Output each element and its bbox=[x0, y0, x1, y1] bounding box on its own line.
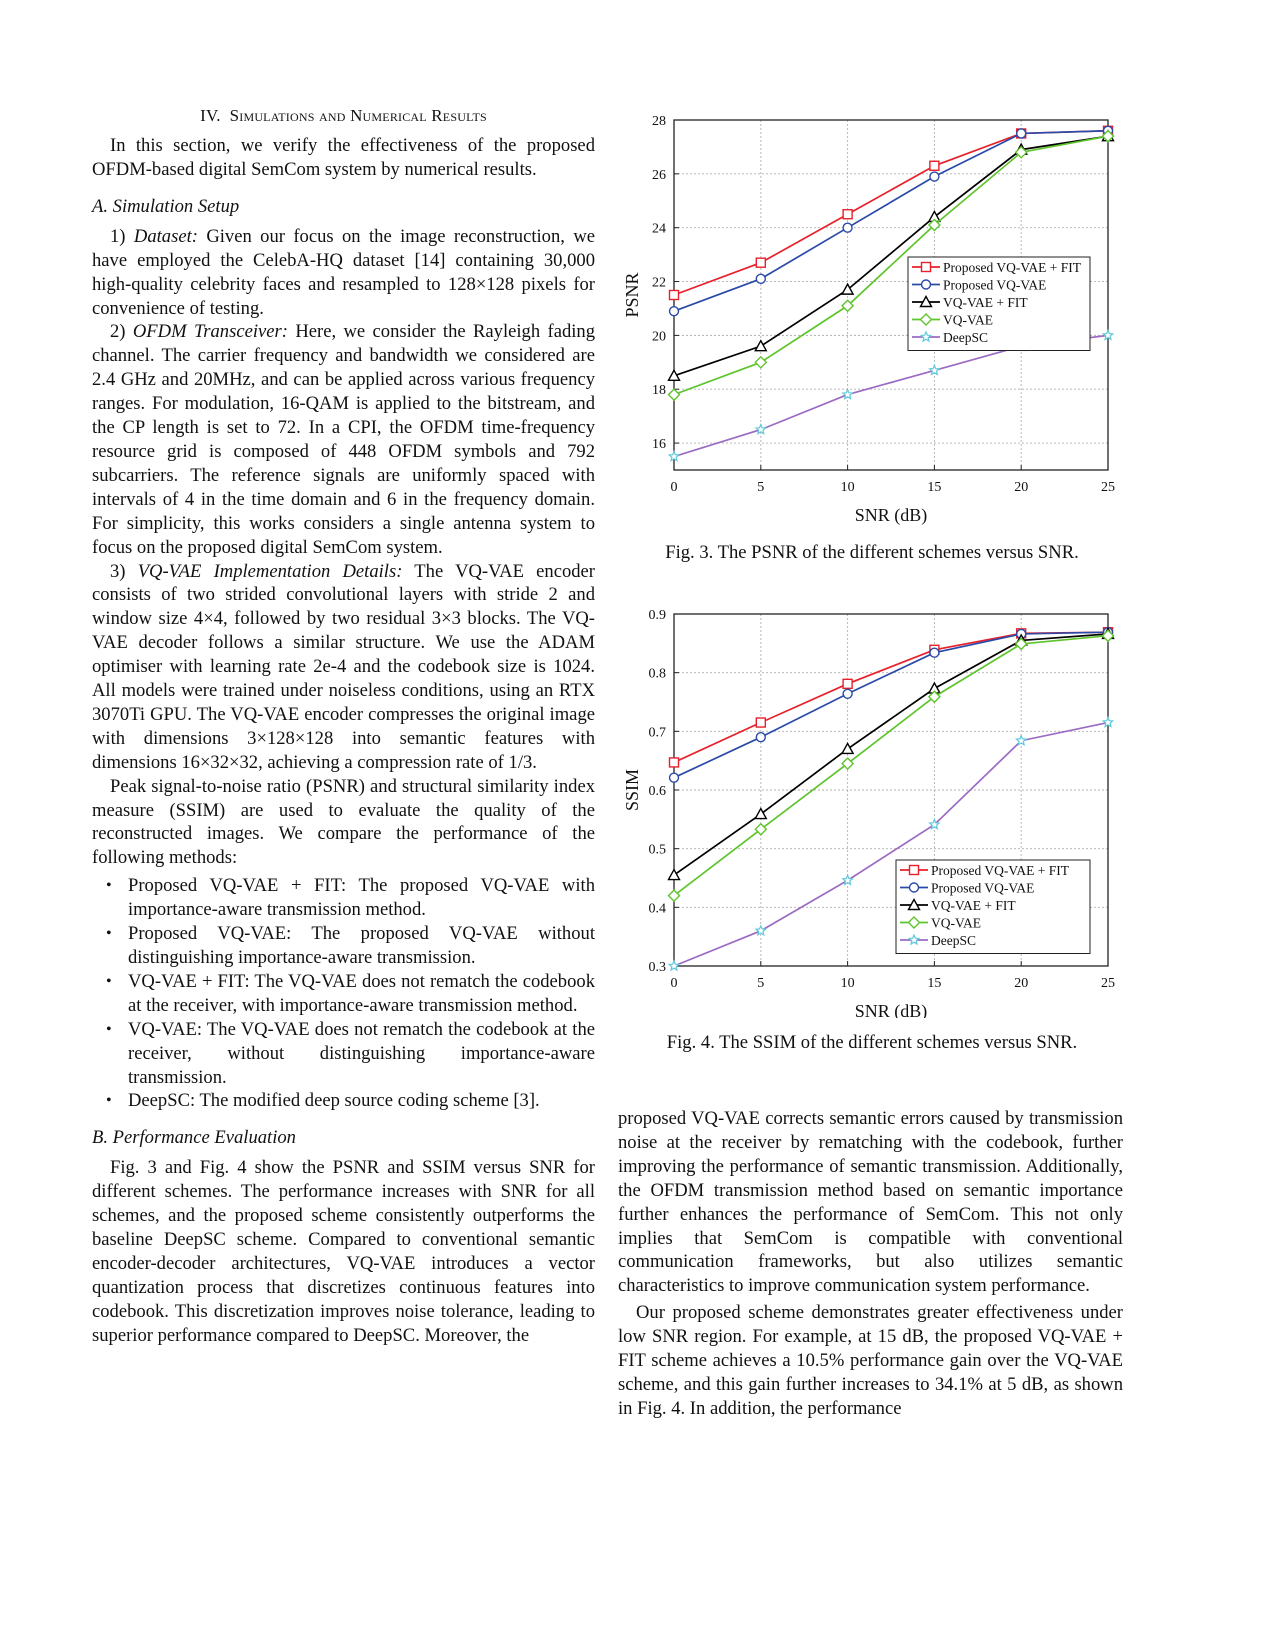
legend bbox=[908, 257, 1090, 351]
data-point bbox=[843, 210, 852, 219]
data-point bbox=[756, 926, 766, 935]
intro-paragraph: In this section, we verify the effectiveness of the proposed OFDM-based digital SemCom system by numerical results. bbox=[92, 135, 595, 180]
ofdm-text: Here, we consider the Rayleigh fading channel. The carrier frequency and bandwidth we considered are 2.4 GHz and 20MHz, and can be applied across various frequency ranges. For modulation, 16-QAM is applied to the bitstream, and the CP length is set to 72. In a CPI, the OFDM time-frequency resource grid is composed of 448 OFDM symbols and 792 subcarriers. The reference signals are uniformly spaced with intervals of 4 in the time domain and 6 in the frequency domain. For simplicity, this works considers a single antenna system to focus on the proposed digital SemCom system. bbox=[92, 321, 596, 558]
legend-label: DeepSC bbox=[931, 933, 976, 948]
x-tick-label: 5 bbox=[757, 976, 765, 991]
legend-label: Proposed VQ-VAE bbox=[943, 277, 1047, 293]
legend-label: VQ-VAE bbox=[931, 915, 981, 931]
legend-label: VQ-VAE bbox=[943, 312, 993, 328]
figure-3-caption: Fig. 3. The PSNR of the different schemes versus SNR. bbox=[665, 542, 1079, 563]
y-tick-label: 0.6 bbox=[648, 784, 666, 799]
vqvae-paragraph bbox=[92, 560, 595, 775]
x-tick-label: 0 bbox=[670, 976, 678, 991]
data-point bbox=[669, 870, 680, 880]
legend-label: VQ-VAE + FIT bbox=[943, 295, 1028, 310]
y-tick-label: 22 bbox=[652, 275, 666, 291]
data-point bbox=[670, 773, 679, 782]
y-tick-label: 0.3 bbox=[648, 960, 666, 975]
x-tick-label: 25 bbox=[1101, 480, 1115, 495]
ssim-chart bbox=[612, 598, 1132, 1018]
legend-label: VQ-VAE + FIT bbox=[931, 898, 1016, 913]
data-point bbox=[755, 357, 766, 368]
legend-marker bbox=[922, 280, 931, 289]
y-tick-label: 16 bbox=[652, 437, 666, 453]
y-tick-label: 20 bbox=[652, 329, 666, 345]
performance-paragraph: Fig. 3 and Fig. 4 show the PSNR and SSIM versus SNR for different schemes. The performance increases with SNR for all schemes, and the proposed scheme consistently outperforms the baseline DeepSC scheme. Compared to conventional semantic encoder-decoder architectures, VQ-VAE introduces a vector quantization process that discretizes continuous features into codebook. This discretization improves noise tolerance, leading to superior performance compared to DeepSC. Moreover, the bbox=[92, 1157, 595, 1346]
data-point bbox=[755, 809, 766, 819]
subsection-b-heading: B. Performance Evaluation bbox=[92, 1127, 296, 1149]
data-point bbox=[670, 307, 679, 316]
vqvae-num: 3) bbox=[110, 560, 138, 582]
figure-4-caption: Fig. 4. The SSIM of the different schemes versus SNR. bbox=[666, 1032, 1078, 1053]
y-tick-label: 0.4 bbox=[648, 901, 666, 917]
x-tick-label: 15 bbox=[927, 976, 942, 991]
data-point bbox=[669, 452, 679, 461]
series-line bbox=[674, 636, 1108, 896]
data-point bbox=[843, 679, 852, 688]
figure-4 bbox=[612, 598, 1132, 1023]
x-tick-label: 20 bbox=[1014, 480, 1029, 495]
data-point bbox=[930, 365, 940, 374]
data-point bbox=[930, 161, 939, 170]
y-tick-label: 28 bbox=[652, 114, 666, 129]
data-point bbox=[756, 425, 766, 434]
x-tick-label: 10 bbox=[840, 976, 855, 991]
dataset-paragraph bbox=[92, 225, 595, 321]
figure-3 bbox=[612, 104, 1132, 534]
legend-label: Proposed VQ-VAE bbox=[931, 880, 1035, 896]
data-point bbox=[756, 718, 765, 727]
y-tick-label: 18 bbox=[652, 383, 666, 399]
data-point bbox=[756, 258, 765, 267]
metrics-paragraph: Peak signal-to-noise ratio (PSNR) and structural similarity index measure (SSIM) are used to evaluate the quality of the reconstructed images. We compare the performance of the following methods: bbox=[92, 775, 595, 869]
legend-marker bbox=[910, 883, 919, 892]
vqvae-text: The VQ-VAE encoder consists of two strided convolutional layers with stride 2 and window size 4×4, followed by two residual 3×3 blocks. The VQ-VAE decoder follows a similar structure. We use the ADAM optimiser with learning rate 2e-4 and the codebook size is 1024. All models were trained under noiseless conditions, using an RTX 3070Ti GPU. The VQ-VAE encoder compresses the original image with dimensions 3×128×128 into semantic features with dimensions 16×32×32, achieving a compression rate of 1/3. bbox=[92, 560, 595, 773]
right-column-text bbox=[618, 1107, 1123, 1421]
ofdm-num: 2) bbox=[110, 321, 133, 343]
ofdm-paragraph bbox=[92, 320, 595, 559]
list-item: • Proposed VQ-VAE + FIT: The proposed VQ-VAE with importance-aware transmission method. bbox=[128, 874, 595, 922]
ofdm-title: OFDM Transceiver: bbox=[132, 321, 288, 343]
data-point bbox=[1017, 129, 1026, 138]
vqvae-title: VQ-VAE Implementation Details: bbox=[137, 560, 403, 582]
data-point bbox=[670, 291, 679, 300]
data-point bbox=[930, 172, 939, 181]
right-paragraph-2: Our proposed scheme demonstrates greater effectiveness under low SNR region. For example, at 15 dB, the proposed VQ-VAE + FIT scheme achieves a 10.5% performance gain over the VQ-VAE scheme, and this gain further increases to 34.1% at 5 dB, as shown in Fig. 4. In addition, the performance bbox=[618, 1302, 1123, 1419]
dataset-title: Dataset: bbox=[133, 225, 198, 247]
data-point bbox=[842, 743, 853, 753]
data-point bbox=[669, 961, 679, 970]
x-tick-label: 20 bbox=[1014, 976, 1029, 991]
series-line bbox=[674, 634, 1108, 875]
data-point bbox=[1103, 330, 1113, 339]
section-title: Simulations and Numerical Results bbox=[229, 106, 487, 125]
left-column bbox=[92, 104, 595, 1348]
legend-label: DeepSC bbox=[943, 330, 988, 345]
dataset-text: Given our focus on the image reconstruction, we have employed the CelebA-HQ dataset [14] containing 30,000 high-quality celebrity faces and resampled to 128×128 pixels for convenience of testing. bbox=[92, 225, 595, 319]
y-tick-label: 24 bbox=[652, 221, 666, 237]
list-item: • Proposed VQ-VAE: The proposed VQ-VAE without distinguishing importance-aware transmission. bbox=[128, 922, 595, 970]
subsection-a-heading: A. Simulation Setup bbox=[92, 195, 240, 217]
series-line bbox=[674, 632, 1108, 777]
data-point bbox=[669, 389, 680, 400]
data-point bbox=[670, 758, 679, 767]
psnr-chart bbox=[612, 104, 1132, 529]
x-axis-label: SNR (dB) bbox=[854, 505, 928, 525]
dataset-num: 1) bbox=[110, 225, 134, 247]
x-tick-label: 25 bbox=[1101, 976, 1115, 991]
section-heading bbox=[92, 104, 595, 128]
y-axis-label: PSNR bbox=[622, 272, 642, 318]
series-line bbox=[674, 632, 1108, 762]
x-tick-label: 5 bbox=[757, 480, 765, 495]
x-tick-label: 10 bbox=[840, 480, 855, 495]
data-point bbox=[1103, 718, 1113, 727]
legend-marker bbox=[910, 866, 919, 875]
y-axis-label: SSIM bbox=[622, 768, 642, 812]
legend-label: Proposed VQ-VAE + FIT bbox=[943, 260, 1081, 275]
legend-marker bbox=[922, 263, 931, 272]
x-axis-label: SNR (dB) bbox=[854, 1001, 928, 1018]
y-tick-label: 0.7 bbox=[648, 725, 666, 741]
methods-list bbox=[92, 874, 595, 1113]
series-1 bbox=[670, 628, 1113, 782]
data-point bbox=[843, 689, 852, 698]
section-number: IV. bbox=[200, 106, 221, 125]
data-point bbox=[756, 274, 765, 283]
data-point bbox=[843, 390, 853, 399]
right-paragraph-1: proposed VQ-VAE corrects semantic errors caused by transmission noise at the receiver by rematching with the codebook, further improving the performance of semantic transmission. Additionally, the OFDM transmission method based on semantic importance further enhances the performance of SemCom. This not only implies that SemCom is compatible with conventional communication frameworks, but also utilizes semantic characteristics to improve communication system performance. bbox=[618, 1108, 1123, 1297]
data-point bbox=[756, 733, 765, 742]
y-tick-label: 26 bbox=[652, 167, 666, 183]
legend-label: Proposed VQ-VAE + FIT bbox=[931, 863, 1069, 878]
series-0 bbox=[670, 628, 1113, 767]
x-tick-label: 15 bbox=[927, 480, 942, 495]
y-tick-label: 0.5 bbox=[648, 842, 666, 858]
y-tick-label: 0.8 bbox=[648, 666, 666, 682]
data-point bbox=[843, 223, 852, 232]
list-item: • VQ-VAE + FIT: The VQ-VAE does not rematch the codebook at the receiver, with importance-aware transmission method. bbox=[128, 970, 595, 1018]
data-point bbox=[755, 341, 766, 351]
list-item: • VQ-VAE: The VQ-VAE does not rematch the codebook at the receiver, without distinguishing importance-aware transmission. bbox=[128, 1018, 595, 1090]
list-item: • DeepSC: The modified deep source coding scheme [3]. bbox=[128, 1089, 595, 1113]
x-tick-label: 0 bbox=[670, 480, 678, 495]
y-tick-label: 0.9 bbox=[648, 608, 666, 623]
data-point bbox=[930, 648, 939, 657]
legend bbox=[896, 860, 1090, 954]
